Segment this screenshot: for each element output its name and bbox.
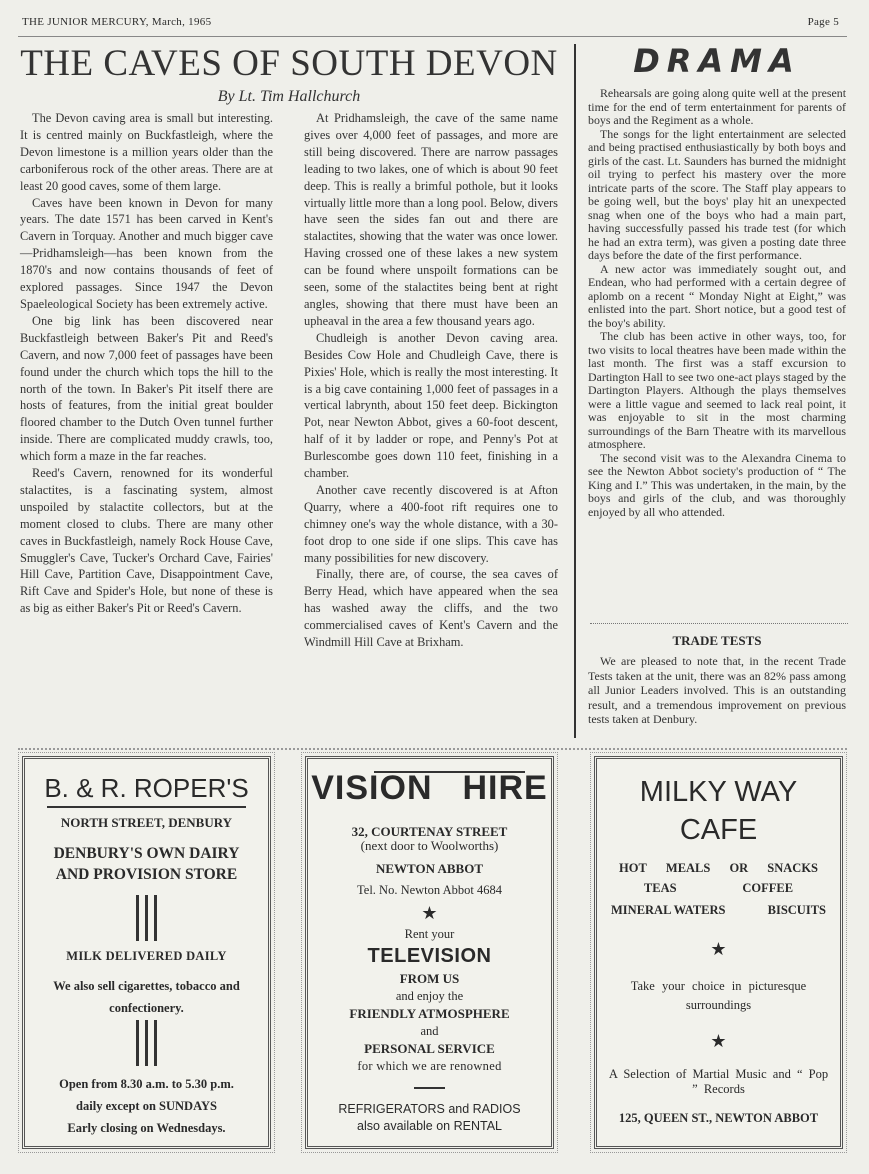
article-paragraph: At Pridhamsleigh, the cave of the same name gives over 4,000 feet of passages, and more are still being discovered. There are narrow passages leading to two lakes, one of which is about 90 feet deep. This is really a brimful pothole, but it looks virtually little more than a long pool. Below, divers have seen the sides fan out and there are stalactites, showing that the water was once lower. Having crossed one of these lakes a new system can be found where unspoilt formations can be seen, some of the stalactites being bent at right angles, showing that there must have been an upheaval in the area a few thousand years ago. <box>304 111 558 328</box>
article-paragraph: Another cave recently discovered is at Afton Quarry, where a 400-foot rift requires one to chimney one's way the whole distance, with a 30-foot drop to one side if one slips. This cave has many possibilities for new discovery. <box>304 482 558 565</box>
ad-vision-personal: PERSONAL SERVICE <box>364 1041 495 1056</box>
ad-vision-address <box>308 825 551 853</box>
trade-tests-column <box>588 654 846 727</box>
ad-milky-title-line: CAFE <box>679 814 758 846</box>
drama-paragraph: The club has been active in other ways, too, for two visits to local theatres have been made within the last month. The first was a staff excursion to Dartington Hall to see two one-act plays staged by the Dartington Players. Although the plays themselves were a little vague and seemed to lack real point, it was enjoyable to sit in the most charming surroundings of the Barn Theatre with its marvellous atmosphere. <box>588 329 846 451</box>
ad-milky-item: MEALS <box>665 861 711 875</box>
ad-vision-and: and <box>420 1024 439 1038</box>
ad-ropers-milk: MILK DELIVERED DAILY <box>66 949 227 963</box>
drama-column <box>588 87 846 519</box>
ad-vision-rent: Rent your <box>404 927 455 941</box>
ad-vision-hire <box>305 756 554 1149</box>
ad-ropers-hours-line: daily except on SUNDAYS <box>76 1099 217 1113</box>
ad-milky-menu-row <box>611 881 826 896</box>
ad-ropers-hours <box>25 1073 268 1139</box>
ad-ropers-dairy-line: DENBURY'S OWN DAIRY <box>53 845 240 862</box>
star-icon: ★ <box>421 903 438 923</box>
ad-ropers-sell: We also sell cigarettes, tobacco and confectionery. <box>53 979 240 1015</box>
page-number: Page 5 <box>807 16 839 28</box>
page-header <box>22 16 839 34</box>
header-rule <box>18 36 847 37</box>
drama-paragraph: Rehearsals are going along quite well at the present time for the end of term entertainment for parents of boys and the Regiment as a whole. <box>588 86 846 127</box>
ad-vision-television: TELEVISION <box>367 945 492 967</box>
ad-milky-menu-row <box>611 903 826 918</box>
ad-vision-from: FROM US <box>399 971 460 986</box>
ad-milky-item: HOT <box>619 861 647 875</box>
trade-tests-paragraph: We are pleased to note that, in the recent Trade Tests taken at the unit, there was an 82% pass among all Junior Leaders involved. This is an outstanding result, and a tremendous improvement on previous tests taken at Denbury. <box>588 654 846 726</box>
ad-ropers-name: B. & R. ROPER'S <box>44 773 249 803</box>
ad-ropers-hours-line: Open from 8.30 a.m. to 5.30 p.m. <box>59 1077 234 1091</box>
section-divider <box>590 623 848 624</box>
ad-vision-town: NEWTON ABBOT <box>375 861 484 876</box>
drama-title: DRAMA <box>633 42 801 80</box>
ad-milky-item: BISCUITS <box>767 903 826 917</box>
ads-divider <box>18 748 847 750</box>
ad-vision-friendly: FRIENDLY ATMOSPHERE <box>349 1006 510 1021</box>
ad-vision-enjoy: and enjoy the <box>395 989 464 1003</box>
ad-milky-item: OR <box>729 861 749 875</box>
ad-milky-item: SNACKS <box>767 861 818 875</box>
ad-ropers-bars-ornament <box>25 1020 268 1066</box>
ad-vision-renowned: for which we are renowned <box>357 1059 502 1073</box>
ad-ropers-bars-ornament <box>25 895 268 941</box>
publication-title: THE JUNIOR MERCURY, March, 1965 <box>22 16 212 28</box>
ad-vision-refrig-line: REFRIGERATORS and RADIOS <box>338 1102 521 1116</box>
ad-milky-music: A Selection of Martial Music and “ Pop ” Records <box>608 1067 829 1096</box>
ad-ropers-hours-line: Early closing on Wednesdays. <box>67 1121 226 1135</box>
ad-milky-way <box>594 756 843 1149</box>
ad-vision-title <box>308 769 551 808</box>
ad-vision-refrig-line: also available on RENTAL <box>357 1119 502 1133</box>
article-byline: By Lt. Tim Hallchurch <box>217 88 361 105</box>
ad-ropers-dairy <box>25 843 268 885</box>
ad-milky-item: TEAS <box>643 881 677 895</box>
drama-paragraph: The second visit was to the Alexandra Cinema to see the Newton Abbot society's production of “ The King and I.” This was undertaken, in the main, by the boys and girls of the club, and was thoroughly enjoyed by all who attended. <box>588 450 846 519</box>
ad-milky-menu-row <box>611 861 826 876</box>
article-paragraph: Reed's Cavern, renowned for its wonderful stalactites, is a fascinating system, almost unspoiled by stalactite collectors, but at the moment closed to clubs. There are many other caves in Buckfastleigh, namely Rock House Cave, Smuggler's Cave, Tucker's Orchard Cave, Fairies' Hill Cave, Partition Cave, Disappointment Cave, Rift Cave and Spider's Hole, but none of these is as big as either Baker's Pit or Reed's Cavern. <box>20 466 273 616</box>
column-divider <box>574 44 576 738</box>
ad-vision-address-note: (next door to Woolworths) <box>360 838 499 853</box>
drama-paragraph: A new actor was immediately sought out, and Endean, who had performed with a certain degree of aplomb on a recent “ Monday Night at Eight,” was enlisted into the part. Short notice, but a good test of the boy's ability. <box>588 261 846 330</box>
ad-milky-title <box>597 773 840 849</box>
article-column-1 <box>20 110 273 617</box>
ad-vision-title-word: VISION <box>311 769 433 807</box>
ad-vision-rule <box>414 1087 445 1089</box>
ad-ropers-dairy-line: AND PROVISION STORE <box>55 866 238 883</box>
article-paragraph: The Devon caving area is small but interesting. It is centred mainly on Buckfastleigh, where the Devon limestone is a million years older than the carboniferous rock of the other areas. There are at least 20 good caves, some of them large. <box>20 111 273 193</box>
ad-ropers <box>22 756 271 1149</box>
article-paragraph: Chudleigh is another Devon caving area. Besides Cow Hole and Chudleigh Cave, there is Pixies' Hole, which is really the most interesting. It is a big cave containing 1,000 feet of passages in a vertical labrynth, about 150 feet deep. Bickington Pot, near Newton Abbot, gives a 60-foot descent, half of it by ladder or rope, and Penny's Pot at Burlescombe goes down 110 feet, finishing in a chamber. <box>304 330 558 481</box>
drama-paragraph: The songs for the light entertainment are selected and being practised enthusiastically by both boys and girls of the cast. Lt. Saunders has burned the midnight oil trying to perfect his mastery over the more intricate parts of the score. The Staff play appears to be going well, but the boys' play hit an unexpected snag when one of the boys who had a main part, having successfully passed his trade test (for which he had an extra term), was given a posting date three days before the date of the first performance. <box>588 126 846 262</box>
article-paragraph: Caves have been known in Devon for many years. The date 1571 has been carved in Kent's Cavern in Torquay. Another and much bigger cave—Pridhamsleigh—has been known from the 1870's and now contains thousands of feet of explored passages. Since 1947 the Devon Spaeleological Society has been extremely active. <box>20 195 273 311</box>
ad-milky-take: Take your choice in picturesque surroundings <box>630 979 807 1012</box>
ad-milky-address: 125, QUEEN ST., NEWTON ABBOT <box>618 1111 819 1125</box>
ad-ropers-street: NORTH STREET, DENBURY <box>60 815 233 830</box>
article-paragraph: Finally, there are, of course, the sea caves of Berry Head, which have appeared when the sea has washed away the cliffs, and the two commercialised caves of Kent's Cavern and the Windmill Hill Cave at Brixham. <box>304 567 558 650</box>
ad-milky-title-line: MILKY WAY <box>639 776 798 808</box>
ad-milky-item: MINERAL WATERS <box>611 903 726 917</box>
star-icon: ★ <box>710 1031 727 1051</box>
ad-ropers-underline <box>47 806 246 808</box>
ad-vision-title-word: HIRE <box>462 769 548 807</box>
ad-vision-tel: Tel. No. Newton Abbot 4684 <box>357 883 502 897</box>
article-title: THE CAVES OF SOUTH DEVON <box>20 43 558 84</box>
article-column-2 <box>304 110 558 651</box>
ad-vision-refrigerators <box>308 1101 551 1135</box>
trade-tests-heading: TRADE TESTS <box>672 633 762 648</box>
article-paragraph: One big link has been discovered near Buckfastleigh between Baker's Pit and Reed's Cavern, and now 7,000 feet of passages have been found under the church which tops the hill to the north of the town. In Baker's Pit itself there are hosts of features, from the initial great boulder floored chamber to the Dutch Oven tunnel further inside. There are complicated muddy crawls, too, which form a maze in the far reaches. <box>20 313 273 464</box>
ad-milky-item: COFFEE <box>742 881 794 895</box>
ad-vision-street: 32, COURTENAY STREET <box>351 824 508 839</box>
star-icon: ★ <box>710 939 727 959</box>
